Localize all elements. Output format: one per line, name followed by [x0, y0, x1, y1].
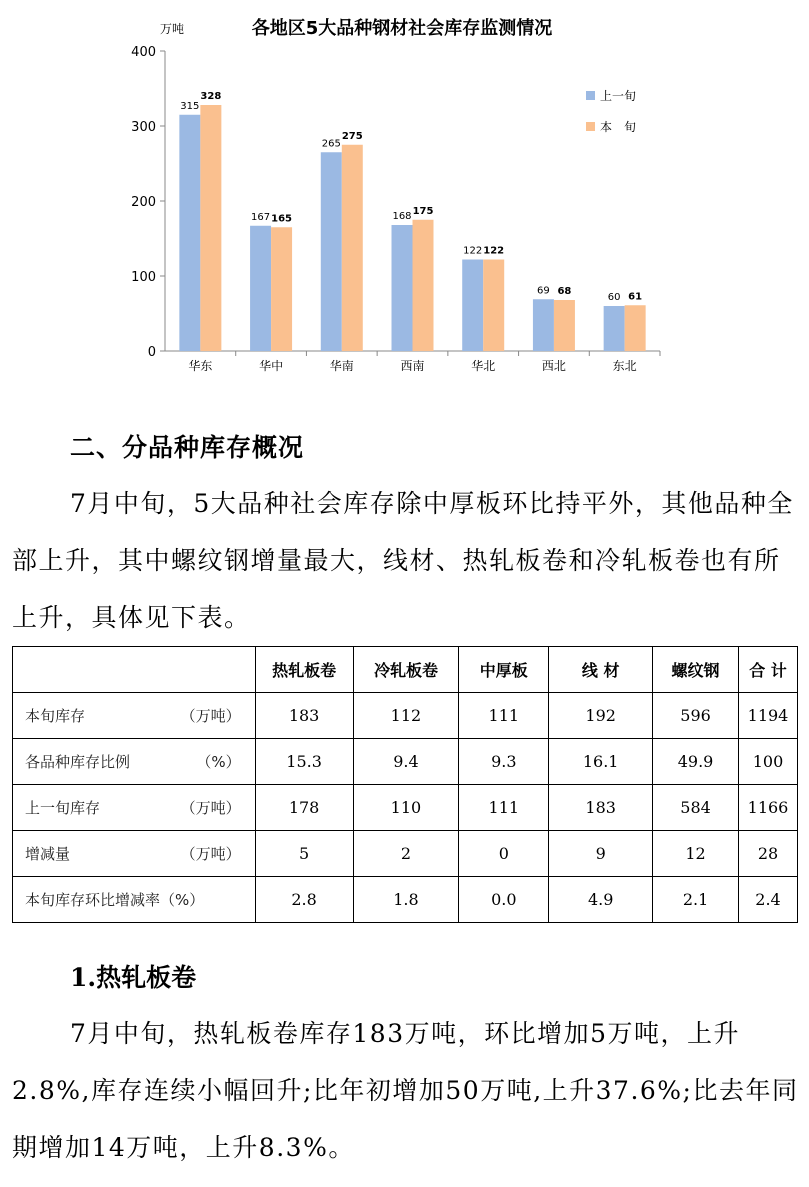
table-header-cell: 中厚板	[459, 647, 549, 693]
table-cell: 49.9	[653, 739, 739, 785]
row-unit: （万吨）	[180, 707, 241, 725]
table-header-cell: 螺纹钢	[653, 647, 739, 693]
data-label: 69	[537, 285, 550, 297]
data-label: 68	[557, 286, 572, 297]
table-header-cell	[13, 647, 256, 693]
table-cell: 100	[739, 739, 798, 785]
legend-swatch	[586, 91, 595, 100]
data-label: 168	[392, 211, 412, 222]
bar-previous	[321, 152, 342, 351]
bar-previous	[533, 299, 554, 351]
table-cell: 16.1	[549, 739, 653, 785]
table-cell: 9.3	[459, 739, 549, 785]
table-header-cell: 线 材	[549, 647, 653, 693]
table-cell: 28	[739, 831, 798, 877]
table-row	[13, 877, 798, 923]
table-cell: 2.8	[255, 877, 353, 923]
bar-previous	[604, 306, 625, 351]
table-cell: 5	[255, 831, 353, 877]
x-tick-label: 华中	[259, 359, 284, 373]
table-cell: 2.1	[653, 877, 739, 923]
chart-legend	[586, 88, 636, 134]
chart-title: 各地区5大品种钢材社会库存监测情况	[251, 18, 553, 39]
bar-current	[625, 305, 646, 351]
row-label-cell	[13, 693, 256, 739]
table-cell: 15.3	[255, 739, 353, 785]
row-label: 本旬库存环比增减率（%）	[25, 891, 205, 909]
table-cell: 1.8	[353, 877, 459, 923]
bar-current	[271, 227, 292, 351]
data-label: 165	[271, 213, 293, 225]
table-cell: 111	[459, 785, 549, 831]
row-unit: （万吨）	[180, 845, 241, 863]
chart-bars	[179, 91, 645, 351]
data-label: 315	[180, 100, 200, 112]
paragraph-text: 7月中旬，热轧板卷库存183万吨，环比增加5万吨，上升2.8%,库存连续小幅回升;比年初增加50万吨,上升37.6%;比去年同期增加14万吨，上升8.3%。	[12, 1019, 799, 1162]
table-cell: 0.0	[459, 877, 549, 923]
table-cell: 596	[653, 693, 739, 739]
data-label: 122	[483, 245, 505, 257]
subsection-title: 1.热轧板卷	[70, 963, 197, 992]
legend-label: 上一旬	[600, 89, 637, 103]
data-label: 61	[628, 291, 643, 303]
table-row	[13, 831, 798, 877]
table-cell: 2	[353, 831, 459, 877]
x-tick-label: 华东	[188, 359, 213, 373]
y-tick-label: 0	[147, 345, 156, 360]
table-cell: 584	[653, 785, 739, 831]
row-unit: （万吨）	[180, 799, 241, 817]
row-unit: （%）	[196, 753, 241, 771]
legend-label: 本 旬	[600, 120, 637, 134]
bar-previous	[392, 225, 413, 351]
table-cell: 111	[459, 693, 549, 739]
bar-previous	[179, 115, 200, 351]
data-label: 167	[251, 211, 271, 223]
table-header-cell: 冷轧板卷	[353, 647, 459, 693]
paragraph-text: 7月中旬，5大品种社会库存除中厚板环比持平外，其他品种全部上升，其中螺纹钢增量最大，线材、热轧板卷和冷轧板卷也有所上升，具体见下表。	[12, 489, 794, 632]
legend-swatch	[586, 122, 595, 131]
bar-previous	[462, 260, 483, 352]
table-cell: 4.9	[549, 877, 653, 923]
row-label: 各品种库存比例	[25, 753, 131, 771]
paragraph-hot-rolled	[12, 1005, 802, 1176]
table-cell: 1194	[739, 693, 798, 739]
inventory-table	[12, 646, 798, 923]
data-label: 60	[607, 292, 621, 303]
y-tick-label: 100	[131, 270, 156, 285]
data-label: 122	[463, 245, 483, 257]
data-label: 265	[321, 138, 341, 150]
bar-previous	[250, 226, 271, 351]
table-cell: 9	[549, 831, 653, 877]
y-axis-unit: 万吨	[159, 22, 185, 36]
row-label-cell	[13, 739, 256, 785]
data-label: 175	[412, 205, 434, 217]
table-row	[13, 739, 798, 785]
paragraph-inventory-overview	[12, 475, 802, 646]
x-tick-label: 华南	[329, 359, 354, 373]
bar-current	[413, 220, 434, 351]
row-label: 本旬库存	[25, 707, 86, 725]
table-cell: 12	[653, 831, 739, 877]
table-cell: 178	[255, 785, 353, 831]
table-cell: 183	[549, 785, 653, 831]
table-cell: 110	[353, 785, 459, 831]
table-row	[13, 693, 798, 739]
table-cell: 0	[459, 831, 549, 877]
table-cell: 9.4	[353, 739, 459, 785]
table-cell: 192	[549, 693, 653, 739]
table-cell: 112	[353, 693, 459, 739]
x-tick-label: 西南	[400, 359, 425, 373]
table-cell: 2.4	[739, 877, 798, 923]
regional-inventory-chart	[0, 0, 809, 400]
table-header-cell: 合 计	[739, 647, 798, 693]
table-header-cell: 热轧板卷	[255, 647, 353, 693]
y-tick-label: 300	[131, 120, 156, 135]
table-header-row	[13, 647, 798, 693]
row-label: 增减量	[25, 845, 71, 863]
table-cell: 1166	[739, 785, 798, 831]
row-label: 上一旬库存	[25, 799, 101, 817]
table-row	[13, 785, 798, 831]
bar-current	[554, 300, 575, 351]
data-label: 275	[341, 130, 363, 142]
row-label-cell	[13, 877, 256, 923]
y-tick-label: 200	[131, 195, 156, 210]
y-tick-label: 400	[131, 45, 156, 60]
table-cell: 183	[255, 693, 353, 739]
data-label: 328	[200, 91, 222, 102]
bar-current	[483, 260, 504, 352]
bar-current	[342, 145, 363, 351]
x-tick-label: 东北	[612, 359, 637, 373]
x-tick-label: 华北	[471, 359, 496, 373]
row-label-cell	[13, 785, 256, 831]
bar-current	[200, 105, 221, 351]
x-tick-label: 西北	[541, 359, 566, 373]
row-label-cell	[13, 831, 256, 877]
section-title: 二、分品种库存概况	[70, 433, 305, 462]
